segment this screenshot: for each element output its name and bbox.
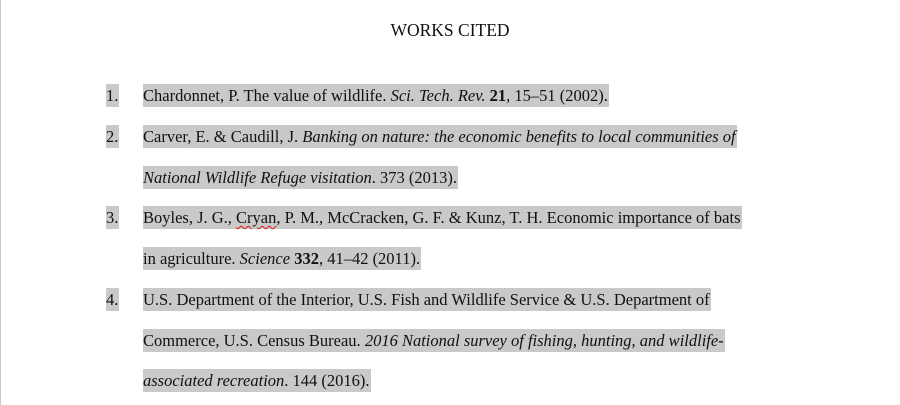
reference-number: 2. (106, 127, 119, 146)
page-title: WORKS CITED (390, 20, 510, 40)
reference-line[interactable]: in agriculture. Science 332, 41–42 (2011). (143, 249, 421, 268)
reference-number: 1. (106, 86, 119, 105)
reference-number: 3. (106, 208, 119, 227)
reference-number: 4. (106, 290, 119, 309)
reference-line[interactable]: U.S. Department of the Interior, U.S. Fish and Wildlife Service & U.S. Department of (143, 290, 710, 309)
reference-line[interactable]: Chardonnet, P. The value of wildlife. Sci. Tech. Rev. 21, 15–51 (2002). (143, 86, 608, 105)
reference-line[interactable]: Commerce, U.S. Census Bureau. 2016 National survey of fishing, hunting, and wildlife- (143, 331, 724, 350)
reference-line[interactable]: associated recreation. 144 (2016). (143, 371, 370, 390)
spellcheck-flagged-word[interactable]: Cryan (236, 208, 277, 227)
reference-line[interactable]: Boyles, J. G., Cryan, P. M., McCracken, G. F. & Kunz, T. H. Economic importance of bats (143, 208, 741, 227)
reference-line[interactable]: Carver, E. & Caudill, J. Banking on nature: the economic benefits to local communities of (143, 127, 736, 146)
page-left-edge (0, 0, 1, 405)
reference-line[interactable]: National Wildlife Refuge visitation. 373 (2013). (143, 168, 457, 187)
